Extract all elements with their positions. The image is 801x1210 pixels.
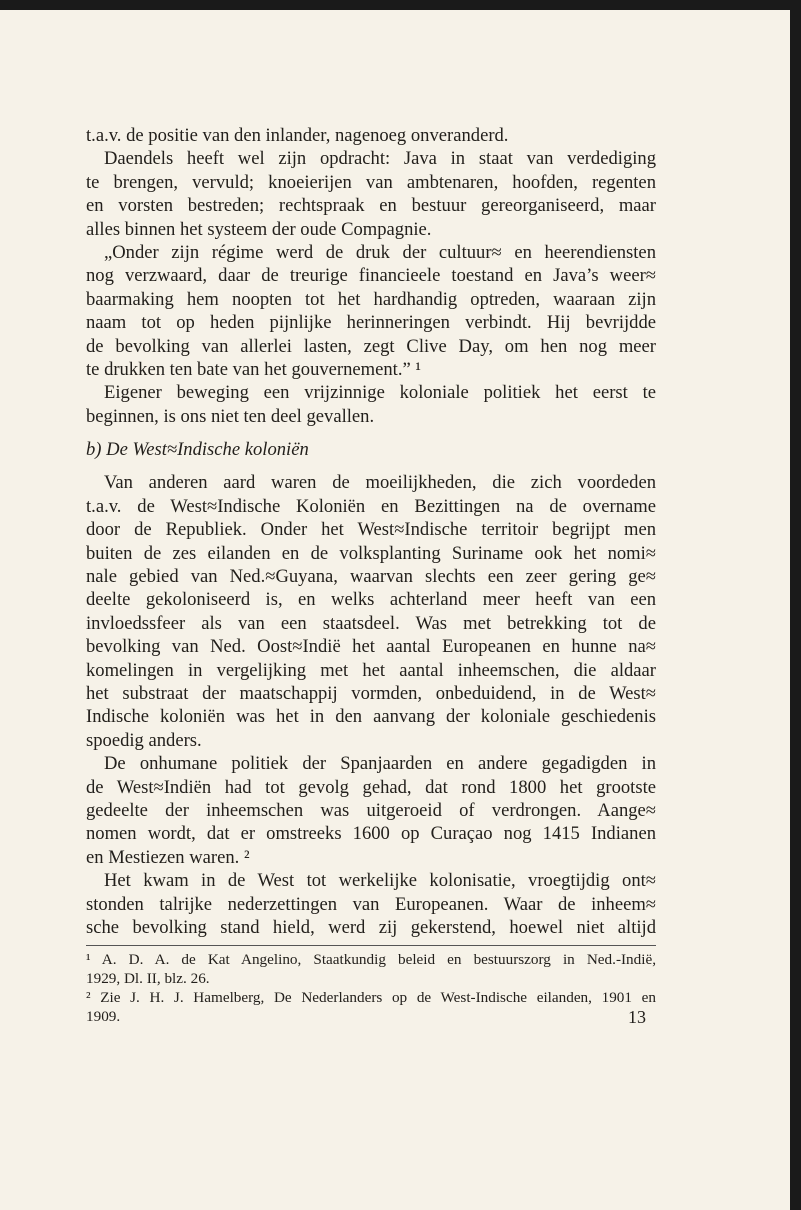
text-line: de bevolking van allerlei lasten, zegt Clive Day, om hen nog meer [86,335,656,357]
text-line: beginnen, is ons niet ten deel gevallen. [86,405,375,427]
text-line: deelte gekoloniseerd is, en welks achterland meer heeft van een [86,589,656,611]
text-line: de West≈Indiën had tot gevolg gehad, dat rond 1800 het grootste [86,776,656,798]
text-line: te drukken ten bate van het gouvernement.” ¹ [86,358,421,380]
text-line: en Mestiezen waren. ² [86,846,250,868]
text-line: buiten de zes eilanden en de volksplanting Suriname ook het nomi≈ [86,542,656,564]
page-number: 13 [628,1007,646,1027]
text-line: Indische koloniën was het in den aanvang der koloniale geschiedenis [86,706,656,728]
text-line: „Onder zijn régime werd de druk der cultuur≈ en heerendiensten [104,241,656,263]
paragraphs-java [86,124,656,428]
text-line: Daendels heeft wel zijn opdracht: Java in staat van verdediging [104,148,656,170]
text-line: alles binnen het systeem der oude Compagnie. [86,218,432,240]
text-line: nog verzwaard, daar de treurige financieele toestand en Java’s weer≈ [86,265,656,287]
footnote-line: 1929, Dl. II, blz. 26. [86,970,210,988]
text-line: gedeelte der inheemschen was uitgeroeid of verdrongen. Aange≈ [86,799,656,821]
text-line: t.a.v. de positie van den inlander, nagenoeg onveranderd. [86,125,509,146]
text-line: baarmaking hem noopten tot het hardhandig optreden, waaraan zijn [86,288,656,310]
text-line: Van anderen aard waren de moeilijkheden, die zich voordeden [104,472,656,494]
text-line: bevolking van Ned. Oost≈Indië het aantal Europeanen en hunne na≈ [86,636,656,658]
paragraphs-west-indies [86,471,656,939]
text-line: Het kwam in de West tot werkelijke kolonisatie, vroegtijdig ont≈ [104,870,656,892]
text-line: stonden talrijke nederzettingen van Europeanen. Waar de inheem≈ [86,893,656,915]
footnote-line: ¹ A. D. A. de Kat Angelino, Staatkundig beleid en bestuurszorg in Ned.-Indië, [86,951,656,969]
text-line: naam tot op heden pijnlijke herinneringen verbindt. Hij bevrijdde [86,312,656,334]
text-line: en vorsten bestreden; rechtspraak en bestuur gereorganiseerd, maar [86,195,656,217]
text-line: door de Republiek. Onder het West≈Indische territoir begrijpt men [86,519,656,541]
text-line: het substraat der maatschappij vormden, onbeduidend, in de West≈ [86,682,656,704]
text-line: nale gebied van Ned.≈Guyana, waarvan slechts een zeer gering ge≈ [86,566,656,588]
book-page [0,10,790,1210]
text-line: komelingen in vergelijking met het aantal inheemschen, die aldaar [86,659,656,681]
footnotes [86,950,656,1026]
text-line: t.a.v. de West≈Indische Koloniën en Bezittingen na de overname [86,495,656,517]
text-line: nomen wordt, dat er omstreeks 1600 op Curaçao nog 1415 Indianen [86,823,656,845]
text-line: De onhumane politiek der Spanjaarden en andere gegadigden in [104,753,656,775]
footnote-line: 1909. [86,1008,121,1026]
text-line: te brengen, vervuld; knoeierijen van ambtenaren, hoofden, regenten [86,171,656,193]
footnote-line: ² Zie J. H. J. Hamelberg, De Nederlanders op de West-Indische eilanden, 1901 en [86,989,656,1007]
page-text [86,124,656,1026]
footnote-rule [86,945,656,946]
section-heading: b) De West≈Indische koloniën [86,439,309,461]
text-line: spoedig anders. [86,729,202,751]
text-line: invloedssfeer als van een staatsdeel. Was met betrekking tot de [86,612,656,634]
text-line: Eigener beweging een vrijzinnige koloniale politiek het eerst te [104,382,656,404]
text-line: sche bevolking stand hield, werd zij gekerstend, hoewel niet altijd [86,916,656,938]
